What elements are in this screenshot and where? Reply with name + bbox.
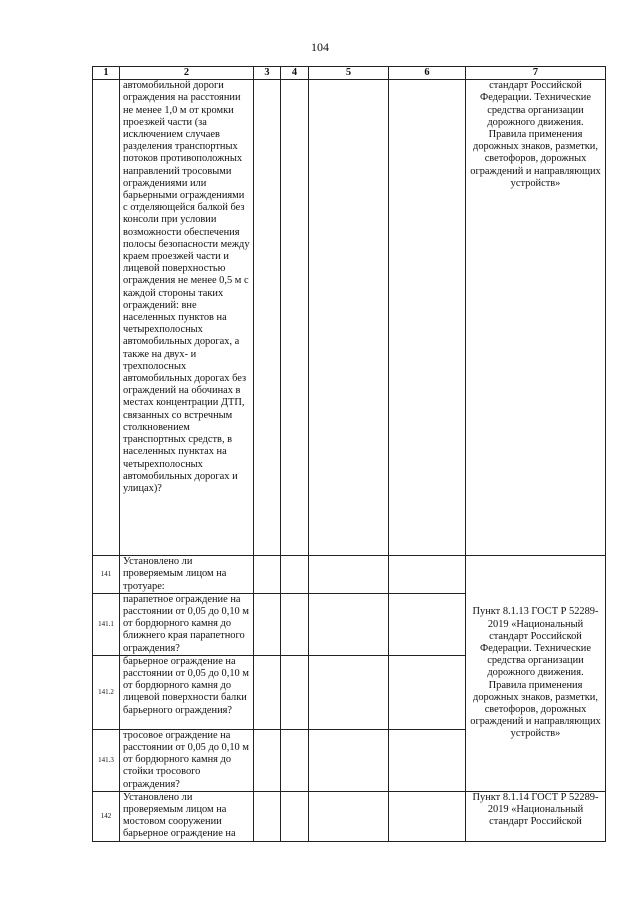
question-cell: Установлено ли проверяемым лицом на тротуаре: [120,556,254,594]
question-cell: парапетное ограждение на расстоянии от 0,05 до 0,10 м от бордюрного камня до ближнего края парапетного ограждения? [120,593,254,655]
empty-cell [254,655,281,729]
reference-cell: Пункт 8.1.14 ГОСТ Р 52289-2019 «Национальный стандарт Российской [466,791,606,841]
empty-cell [281,655,309,729]
number-cell: 141.3 [93,729,120,791]
empty-cell [309,791,389,841]
question-cell: Установлено ли проверяемым лицом на мостовом сооружении барьерное ограждение на [120,791,254,841]
number-cell: 142 [93,791,120,841]
header-cell-4: 4 [281,67,309,80]
empty-cell [254,556,281,594]
number-cell: 141.1 [93,593,120,655]
empty-cell [281,80,309,556]
empty-cell [254,80,281,556]
empty-cell [389,80,466,556]
empty-cell [389,593,466,655]
question-cell: автомобильной дороги ограждения на расстоянии не менее 1,0 м от кромки проезжей части (за исключением случаев разделения транспортных потоков противоположных направлений тросовыми ограждениями или барьерными ограждениями с отделяющейся балкой без консоли при условии возможности обеспечения полосы безопасности между краем проезжей части и лицевой поверхностью ограждения не менее 0,5 м с каждой стороны таких ограждений: вне населенных пунктов на четырехполосных автомобильных дорогах, а также на двух- и трехполосных автомобильных дорогах без ограждений на обочинах в местах концентрации ДТП, связанных со встречным столкновением транспортных средств, в населенных пунктах на четырехполосных автомобильных дорогах и улицах)? [120,80,254,556]
empty-cell [309,593,389,655]
header-row [93,67,606,80]
number-cell [93,80,120,556]
empty-cell [309,80,389,556]
reference-cell: Пункт 8.1.13 ГОСТ Р 52289-2019 «Национальный стандарт Российской Федерации. Технические средства организации дорожного движения. Правила применения дорожных знаков, разметки, светофоров, дорожных ограждений и направляющих устройств» [466,556,606,792]
question-cell: тросовое ограждение на расстоянии от 0,05 до 0,10 м от бордюрного камня до стойки тросового ограждения? [120,729,254,791]
header-cell-5: 5 [309,67,389,80]
reference-cell: стандарт Российской Федерации. Технические средства организации дорожного движения. Правила применения дорожных знаков, разметки, светофоров, дорожных ограждений и направляющих устройств» [466,80,606,556]
table-row [93,791,606,841]
empty-cell [281,729,309,791]
empty-cell [309,655,389,729]
number-cell: 141.2 [93,655,120,729]
empty-cell [254,593,281,655]
empty-cell [389,655,466,729]
header-cell-3: 3 [254,67,281,80]
table-row [93,556,606,594]
empty-cell [254,791,281,841]
header-cell-6: 6 [389,67,466,80]
empty-cell [281,791,309,841]
empty-cell [389,556,466,594]
header-cell-7: 7 [466,67,606,80]
empty-cell [281,593,309,655]
question-cell: барьерное ограждение на расстоянии от 0,05 до 0,10 м от бордюрного камня до лицевой поверхности балки барьерного ограждения? [120,655,254,729]
empty-cell [309,556,389,594]
empty-cell [254,729,281,791]
empty-cell [309,729,389,791]
empty-cell [281,556,309,594]
header-cell-1: 1 [93,67,120,80]
header-cell-2: 2 [120,67,254,80]
number-cell: 141 [93,556,120,594]
empty-cell [389,729,466,791]
empty-cell [389,791,466,841]
table-row [93,80,606,556]
checklist-table [92,66,606,842]
page-number: 104 [311,40,329,54]
